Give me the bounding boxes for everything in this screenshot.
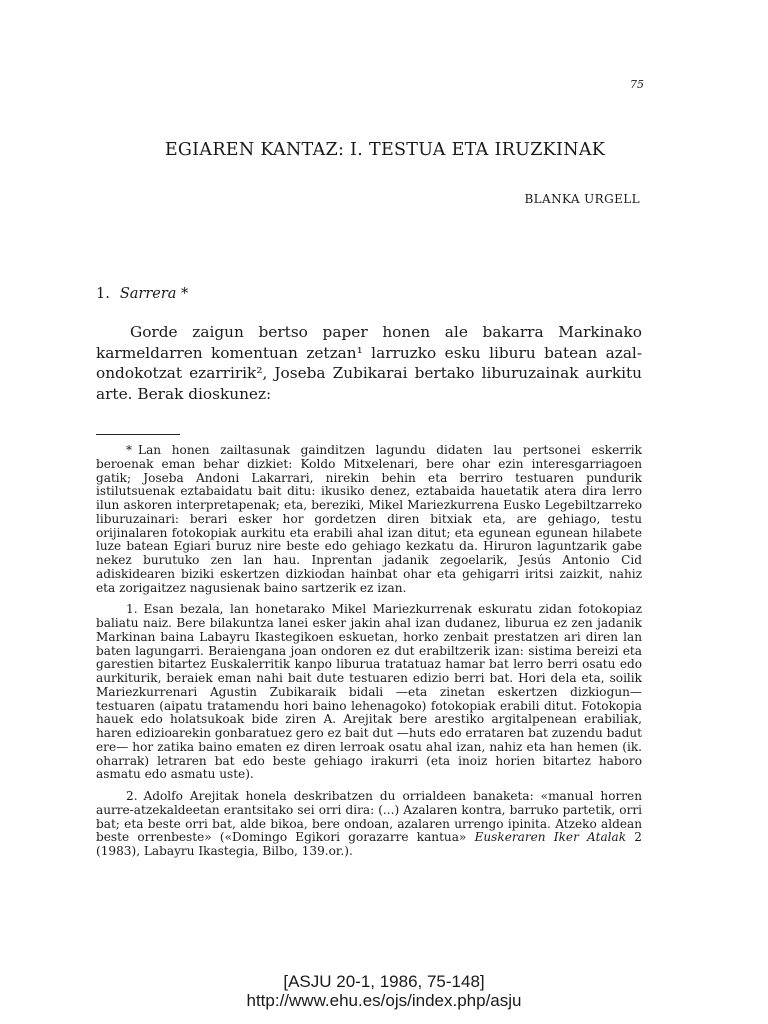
section-heading (96, 286, 188, 302)
footnote-divider (96, 434, 180, 435)
footnote-2-text-after: 2 (1983), Labayru Ikastegia, Bilbo, 139.or.). (96, 830, 642, 858)
article-title: EGIAREN KANTAZ: I. TESTUA ETA IRUZKINAK (164, 140, 606, 160)
archive-url-link[interactable]: http://www.ehu.es/ojs/index.php/asju (246, 991, 522, 1010)
section-title: Sarrera * (119, 286, 189, 302)
footnote-star-text: Lan honen zailtasunak gainditzen lagundu didaten lau pertsonei eskerrik beroenak eman behar dizkiet: Koldo Mitxelenari, bere ohar ezin interesgarriagoen gatik; Joseba Andoni Lakarrari, nirekin behin eta berriro testuaren pundurik istilutsuenak eztabaidatu bait ditu: ikusiko denez, eztabaida hauetatik atera dira lerro ilun askoren interpretapenak; eta, bereziki, Mikel Mariezkurrena Eusko Legebiltzarreko liburuzainari: berari esker hor gordetzen diren bitxiak eta, are gehiago, testu orijinalaren fotokopiak aurkitu eta erabili ahal izan ditut; eta egunean egunean hilabete luze batean Egiari buruz nire beste edo gehiago kezkatu da. Hiruron laguntzarik gabe nekez burutuko zen lan hau. Inprentan jadanik zegoelarik, Jesús Antonio Cid adiskidearen biziki eskertzen dizkiodan hainbat ohar eta gehigarri iritsi zaizkit, nahiz eta zorigaitzez nagusienak baino sartzerik ez izan. (96, 443, 642, 595)
footnote-2-text-before: Adolfo Arejitak honela deskribatzen du orrialdeen banaketa: «manual horren aurre-atzekaldeetan erantsitako sei orri dira: (...) Azalaren kontra, barruko partetik, orri bat; eta beste orri bat, alde bikoa, bere ondoan, azalaren urrengo ipinita. Atzeko aldean beste orrenbeste» («Domingo Egikori gorazarre kantua» (96, 789, 642, 845)
footnote-1-text: Esan bezala, lan honetarako Mikel Mariezkurrenak eskuratu zidan fotokopiaz baliatu naiz. Bere bilakuntza lanei esker jakin ahal izan dudanez, liburua ez zen jadanik Markinan baina Labayru Ikastegikoen eskuetan, horko zenbait prestatzen ari diren lan baten lagungarri. Beraiengana joan ondoren ez dut erabiltzerik izan: sistima bereizi eta garestien bitartez Euskalerritik kanpo liburua tratatuaz hamar bat lerro berri osatu edo aurkiturik, beraiek eman nahi bait dute testuaren edizio berri bat. Hori dela eta, soilik Mariezkurrenari Agustin Zubikaraik bidali —eta zinetan eskertzen dizkiogun— testuaren (aipatu tratamendu hori baino lehenagoko) fotokopiak erabili ditut. Fotokopia hauek edo holatsukoak bide ziren A. Arejitak bere arestiko argitalpenean erabiliak, haren edizioarekin gonbaratuez gero ez bait dut —huts edo errataren bat zuzendu badut ere— hor zatika baino ematen ez diren lerroak osatu ahal izan, nahiz eta han hemen (ik. oharrak) letraren bat edo beste gehiago irakurri (eta inoiz horien bitartez haboro asmatu edo asmatu uste). (96, 602, 642, 782)
footnote-star (96, 444, 642, 595)
footnote-2 (96, 790, 642, 859)
footnotes (96, 444, 642, 867)
footnote-2-journal: Euskeraren Iker Atalak (474, 830, 627, 845)
footnote-1-mark: 1. (126, 602, 138, 617)
footnote-1 (96, 603, 642, 782)
archive-citation: [ASJU 20-1, 1986, 75-148] (283, 972, 485, 991)
body-paragraph: Gorde zaigun bertso paper honen ale bakarra Markinako karmeldarren komentuan zetzan¹ larruzko esku liburu batean azal-ondokotzat ezarririk², Joseba Zubikarai bertako liburuzainak aurkitu arte. Berak dioskunez: (96, 323, 642, 403)
page-number: 75 (630, 78, 644, 91)
footnote-star-mark: * (126, 443, 133, 457)
section-number: 1. (96, 286, 110, 302)
article-author: BLANKA URGELL (524, 192, 640, 206)
footnote-2-mark: 2. (126, 789, 138, 803)
